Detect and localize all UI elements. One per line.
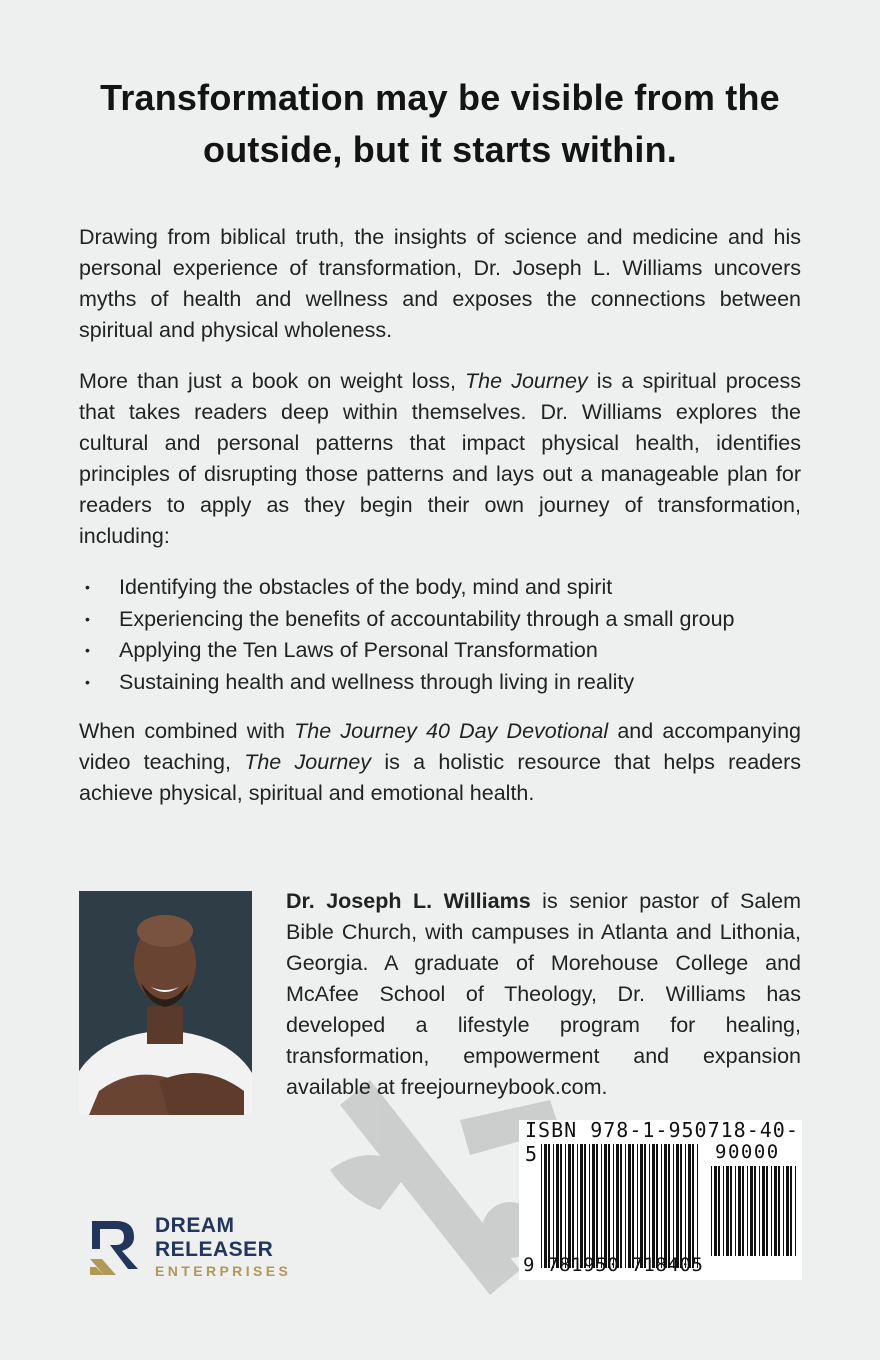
barcode-bar (754, 1166, 756, 1256)
bullet-icon: • (85, 610, 90, 627)
publisher-name-line-3: ENTERPRISES (155, 1263, 292, 1279)
list-item: • Applying the Ten Laws of Personal Transformation (79, 635, 801, 667)
barcode-bar (730, 1166, 732, 1256)
paragraph-1-text: Drawing from biblical truth, the insights of science and medicine and his personal experience of transformation, Dr. Joseph L. Williams uncovers myths of health and wellness and exposes the connections between spiritual and physical wholeness. (79, 225, 801, 342)
barcode-bar (790, 1166, 792, 1256)
barcode-bar (714, 1166, 717, 1256)
isbn-label: ISBN 978-1-950718-40-5 (525, 1118, 799, 1166)
price-code: 90000 (715, 1141, 780, 1163)
paragraph-2-rest: is a spiritual process that takes readers deep within themselves. Dr. Williams explores the cultural and personal patterns that impact physical health, identifies principles of disrupting those patterns and lays out a manageable plan for readers to apply as they begin their own journey of transformation, including: (79, 369, 801, 548)
list-item: • Sustaining health and wellness through living in reality (79, 667, 801, 699)
publisher-name-line-1: DREAM (155, 1214, 235, 1237)
bullet-icon: • (85, 673, 90, 690)
barcode-bar (766, 1166, 768, 1256)
barcode-bar (795, 1166, 796, 1256)
list-item: • Experiencing the benefits of accountability through a small group (79, 604, 801, 636)
barcode-bar (786, 1166, 789, 1256)
list-item: • Identifying the obstacles of the body, mind and spirit (79, 572, 801, 604)
barcode-bar (718, 1166, 720, 1256)
description-paragraph-2 (79, 366, 801, 552)
paragraph-3-mid: and accompanying video teaching, (79, 719, 801, 774)
author-portrait-image (79, 891, 252, 1115)
feature-list (79, 572, 801, 698)
publisher-name-line-2: RELEASER (155, 1238, 274, 1261)
publisher-logo-icon (88, 1215, 144, 1277)
publisher-logo (155, 1214, 291, 1279)
barcode-bar (735, 1166, 736, 1256)
devotional-title: The Journey 40 Day Devotional (294, 719, 609, 743)
barcode-bar (738, 1166, 741, 1256)
barcode-bar (762, 1166, 765, 1256)
ean-digits: 9 781950 718405 (523, 1254, 704, 1276)
barcode-bar (759, 1166, 760, 1256)
paragraph-3-rest: is a holistic resource that helps readers achieve physical, spiritual and emotional health. (79, 750, 802, 805)
description-paragraph-3 (79, 716, 801, 809)
author-name: Dr. Joseph L. Williams (286, 889, 531, 913)
barcode-bar (774, 1166, 777, 1256)
paragraph-3-lead: When combined with (79, 719, 295, 743)
barcode-bar (778, 1166, 780, 1256)
paragraph-2-lead: More than just a book on weight loss, (79, 369, 466, 393)
book-title: The Journey (465, 369, 588, 393)
description-paragraph-1 (79, 222, 801, 346)
barcode-bar (747, 1166, 748, 1256)
bullet-icon: • (85, 579, 90, 595)
barcode-bar (711, 1166, 712, 1256)
barcode-bar (742, 1166, 744, 1256)
barcode-bar (723, 1166, 724, 1256)
barcode-bar (771, 1166, 772, 1256)
barcode-bar (783, 1166, 784, 1256)
author-bio-text: is senior pastor of Salem Bible Church, with campuses in Atlanta and Lithonia, Georgia. A graduate of Morehouse College and McAfee School of Theology, Dr. Williams has developed a lifestyle program for healing, transformation, empowerment and expansion available at freejourneybook.com. (286, 889, 801, 1099)
isbn-barcode (519, 1120, 802, 1280)
barcode-bar (726, 1166, 729, 1256)
bullet-icon: • (85, 642, 90, 658)
barcode-bar (750, 1166, 753, 1256)
author-bio (286, 886, 801, 1103)
book-title: The Journey (244, 750, 372, 774)
headline: Transformation may be visible from the outside, but it starts within. (100, 77, 780, 170)
author-photo (79, 891, 252, 1115)
